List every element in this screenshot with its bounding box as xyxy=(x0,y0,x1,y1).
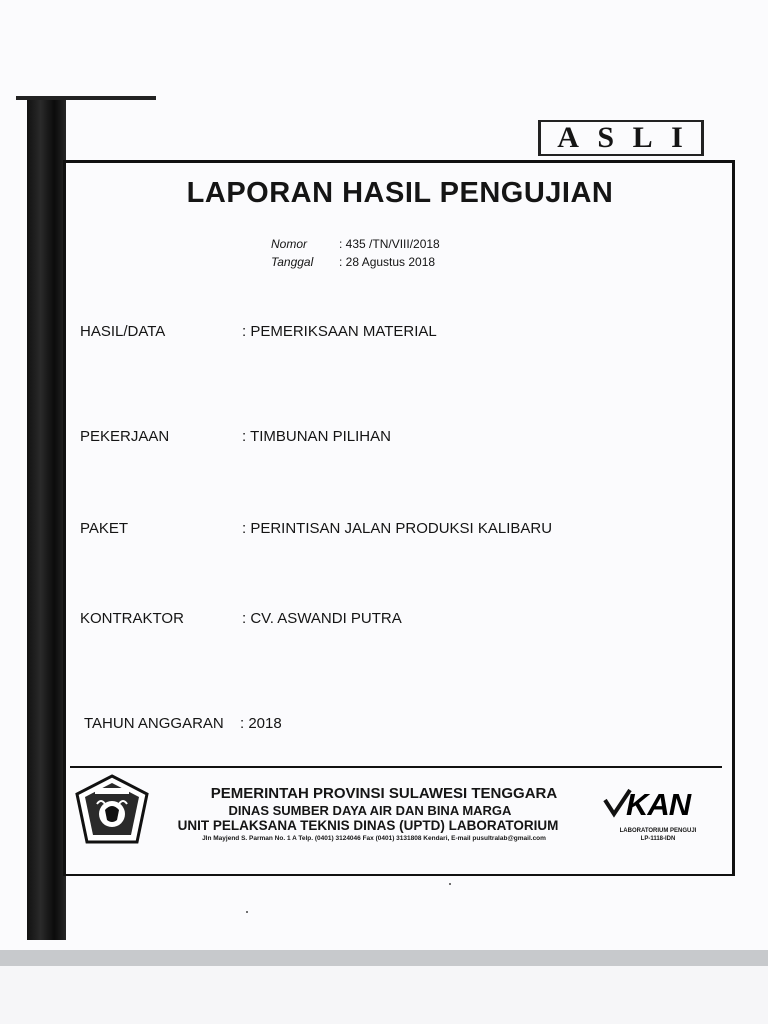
tanggal-line xyxy=(271,255,435,269)
field-label: KONTRAKTOR xyxy=(80,610,184,627)
kan-caption xyxy=(600,827,716,843)
stamp-letter: L xyxy=(632,121,655,154)
tanggal-value: : 28 Agustus 2018 xyxy=(339,255,436,269)
field-label: TAHUN ANGGARAN xyxy=(84,715,224,732)
stamp-letter: I xyxy=(671,121,685,154)
field-row xyxy=(80,520,552,537)
nomor-value: : 435 /TN/VIII/2018 xyxy=(339,237,440,251)
tanggal-label: Tanggal xyxy=(271,255,314,269)
scan-speck xyxy=(246,911,248,913)
nomor-line xyxy=(271,237,440,251)
field-row xyxy=(80,428,391,445)
footer-address: Jln Mayjend S. Parman No. 1 A Telp. (0401) 3124046 Fax (0401) 3131808 Kendari, E-mail pusultralab@gmail.com xyxy=(202,835,546,842)
report-title: LAPORAN HASIL PENGUJIAN xyxy=(186,177,614,209)
scan-speck xyxy=(449,883,451,885)
footer-unit: UNIT PELAKSANA TEKNIS DINAS (UPTD) LABORATORIUM xyxy=(177,818,559,833)
field-value: : PERINTISAN JALAN PRODUKSI KALIBARU xyxy=(242,520,553,537)
field-row xyxy=(84,715,282,732)
field-row xyxy=(80,323,437,340)
footer-department: DINAS SUMBER DAYA AIR DAN BINA MARGA xyxy=(228,803,512,818)
asli-stamp xyxy=(538,120,704,156)
kan-accreditation-logo xyxy=(600,786,716,843)
footer-separator xyxy=(70,766,722,768)
field-value: : 2018 xyxy=(240,715,282,732)
field-row xyxy=(80,610,402,627)
kan-caption-line: LABORATORIUM PENGUJI xyxy=(619,828,697,834)
field-label: PEKERJAAN xyxy=(80,428,170,445)
kan-word: KAN xyxy=(626,787,691,820)
nomor-label: Nomor xyxy=(271,237,308,251)
field-value: : PEMERIKSAAN MATERIAL xyxy=(242,323,437,340)
kan-check-icon xyxy=(600,786,716,820)
field-label: PAKET xyxy=(80,520,129,537)
footer-government: PEMERINTAH PROVINSI SULAWESI TENGGARA xyxy=(210,785,558,802)
stamp-letter: S xyxy=(597,121,617,154)
kan-caption-line: LP-1118-IDN xyxy=(640,836,676,842)
field-label: HASIL/DATA xyxy=(80,323,166,340)
scanner-edge xyxy=(0,950,768,966)
field-value: : CV. ASWANDI PUTRA xyxy=(242,610,402,627)
field-value: : TIMBUNAN PILIHAN xyxy=(242,428,391,445)
stamp-letter: A xyxy=(557,121,581,154)
